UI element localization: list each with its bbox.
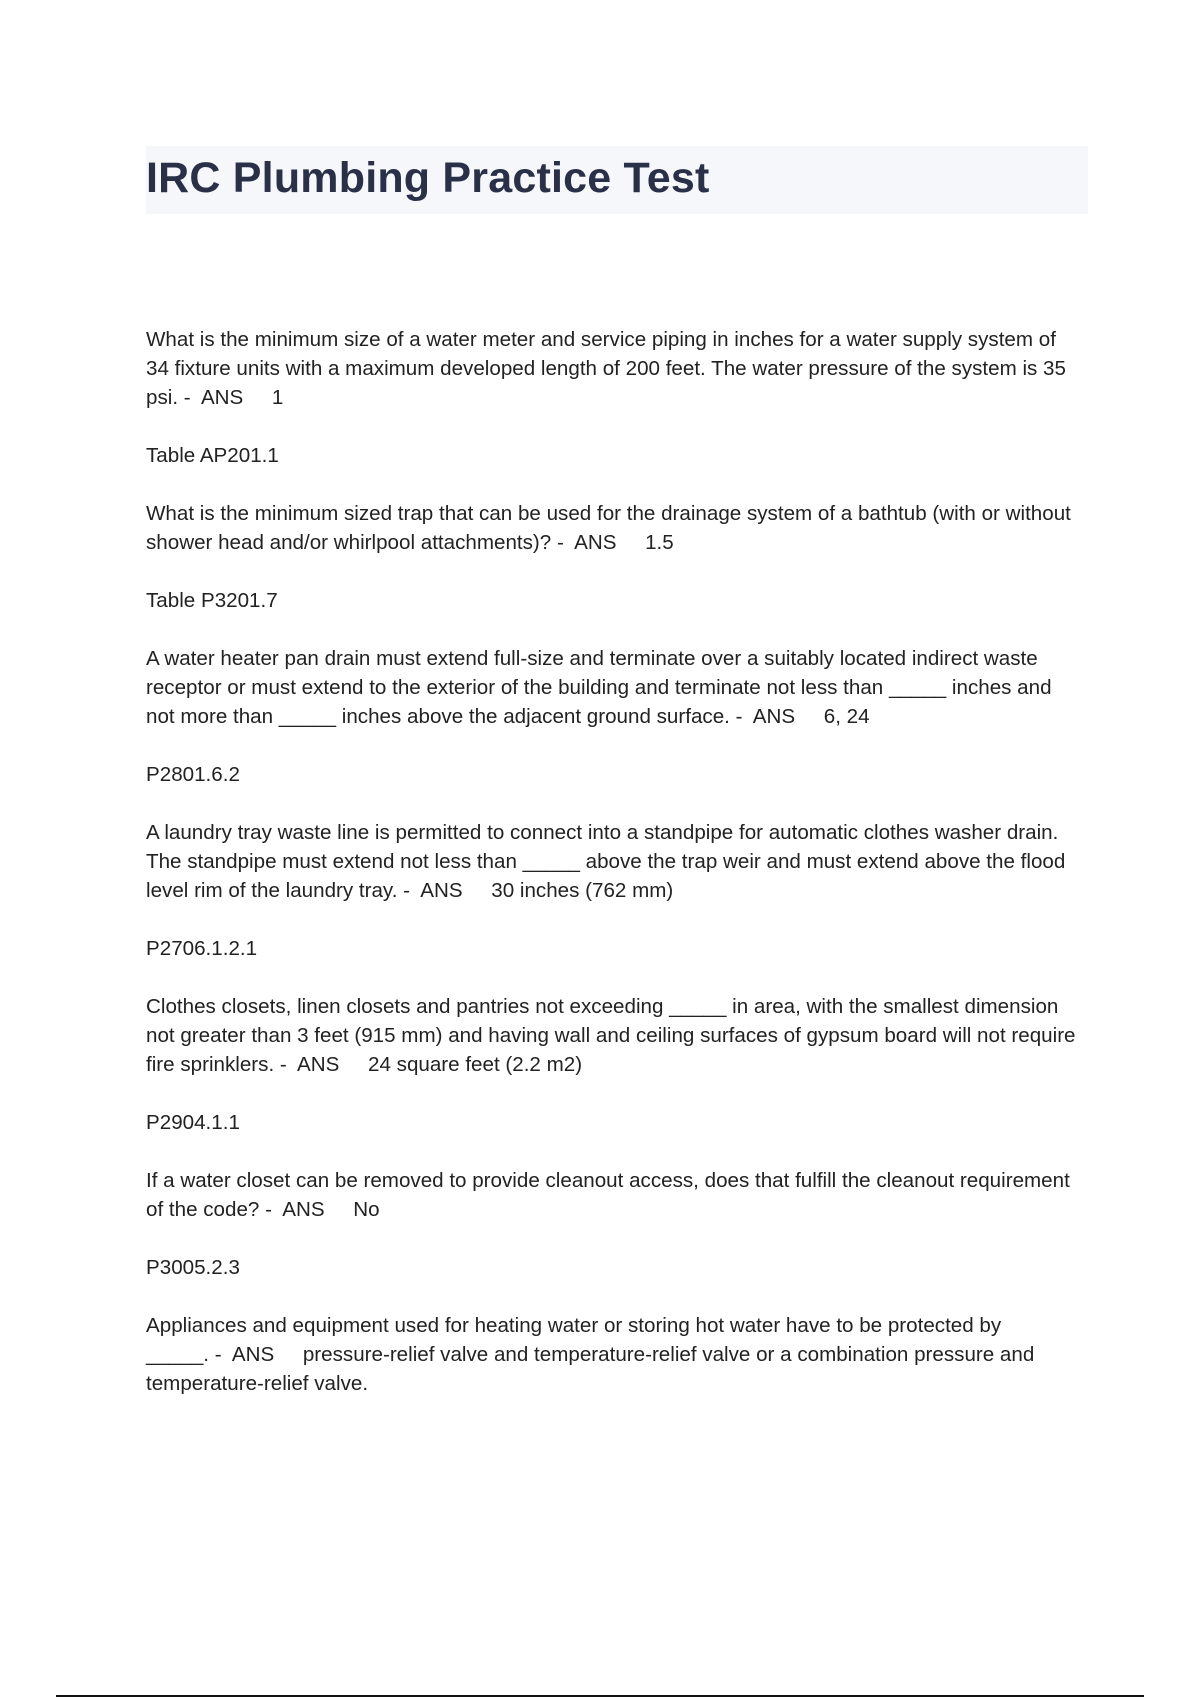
answer-marker: - ANS	[259, 1198, 354, 1221]
answer-text: pressure-relief valve and temperature-relief valve or a combination pressure and temperature-relief valve.	[146, 1343, 1041, 1395]
qa-list	[146, 325, 1082, 1427]
question-4	[146, 818, 1076, 905]
question-text: A laundry tray waste line is permitted to connect into a standpipe for automatic clothes washer drain. The standpipe must extend not less than _____ above the trap weir and must extend above the flood level rim of the laundry tray.	[146, 821, 1072, 902]
answer-marker: - ANS	[729, 705, 824, 728]
answer-text: 30 inches (762 mm)	[491, 879, 674, 902]
question-2	[146, 499, 1076, 557]
answer-marker: - ANS	[397, 879, 492, 902]
answer-marker: - ANS	[274, 1053, 369, 1076]
question-text: A water heater pan drain must extend full-size and terminate over a suitably located indirect waste receptor or must extend to the exterior of the building and terminate not less than _____ inches and not more than _____ inches above the adjacent ground surface.	[146, 647, 1058, 728]
reference-3: P2801.6.2	[146, 763, 240, 786]
question-text: Clothes closets, linen closets and pantries not exceeding _____ in area, with the smallest dimension not greater than 3 feet (915 mm) and having wall and ceiling surfaces of gypsum board will not require fire sprinklers.	[146, 995, 1082, 1076]
reference-4: P2706.1.2.1	[146, 937, 258, 960]
reference-6: P3005.2.3	[146, 1256, 240, 1279]
page-title: IRC Plumbing Practice Test	[146, 154, 710, 202]
question-text: Appliances and equipment used for heating water or storing hot water have to be protected by _____.	[146, 1314, 1007, 1366]
answer-marker: - ANS	[551, 531, 646, 554]
question-text: If a water closet can be removed to provide cleanout access, does that fulfill the cleanout requirement of the code?	[146, 1169, 1076, 1221]
question-1	[146, 325, 1076, 412]
question-text: What is the minimum sized trap that can be used for the drainage system of a bathtub (with or without shower head and/or whirlpool attachments)?	[146, 502, 1077, 554]
answer-text: No	[353, 1198, 380, 1221]
reference-1: Table AP201.1	[146, 444, 279, 467]
page-bottom-rule	[56, 1695, 1144, 1697]
answer-text: 24 square feet (2.2 m2)	[368, 1053, 583, 1076]
question-6	[146, 1166, 1076, 1224]
question-7	[146, 1311, 1076, 1398]
answer-text: 1	[271, 386, 284, 409]
answer-marker: - ANS	[209, 1343, 303, 1366]
answer-text: 6, 24	[823, 705, 870, 728]
reference-2: Table P3201.7	[146, 589, 278, 612]
question-3	[146, 644, 1076, 731]
reference-5: P2904.1.1	[146, 1111, 240, 1134]
question-text: What is the minimum size of a water meter and service piping in inches for a water supply system of 34 fixture units with a maximum developed length of 200 feet. The water pressure of the system is 35 psi.	[146, 328, 1072, 409]
answer-text: 1.5	[645, 531, 674, 554]
title-banner	[146, 146, 1088, 214]
answer-marker: - ANS	[178, 386, 272, 409]
question-5	[146, 992, 1082, 1079]
